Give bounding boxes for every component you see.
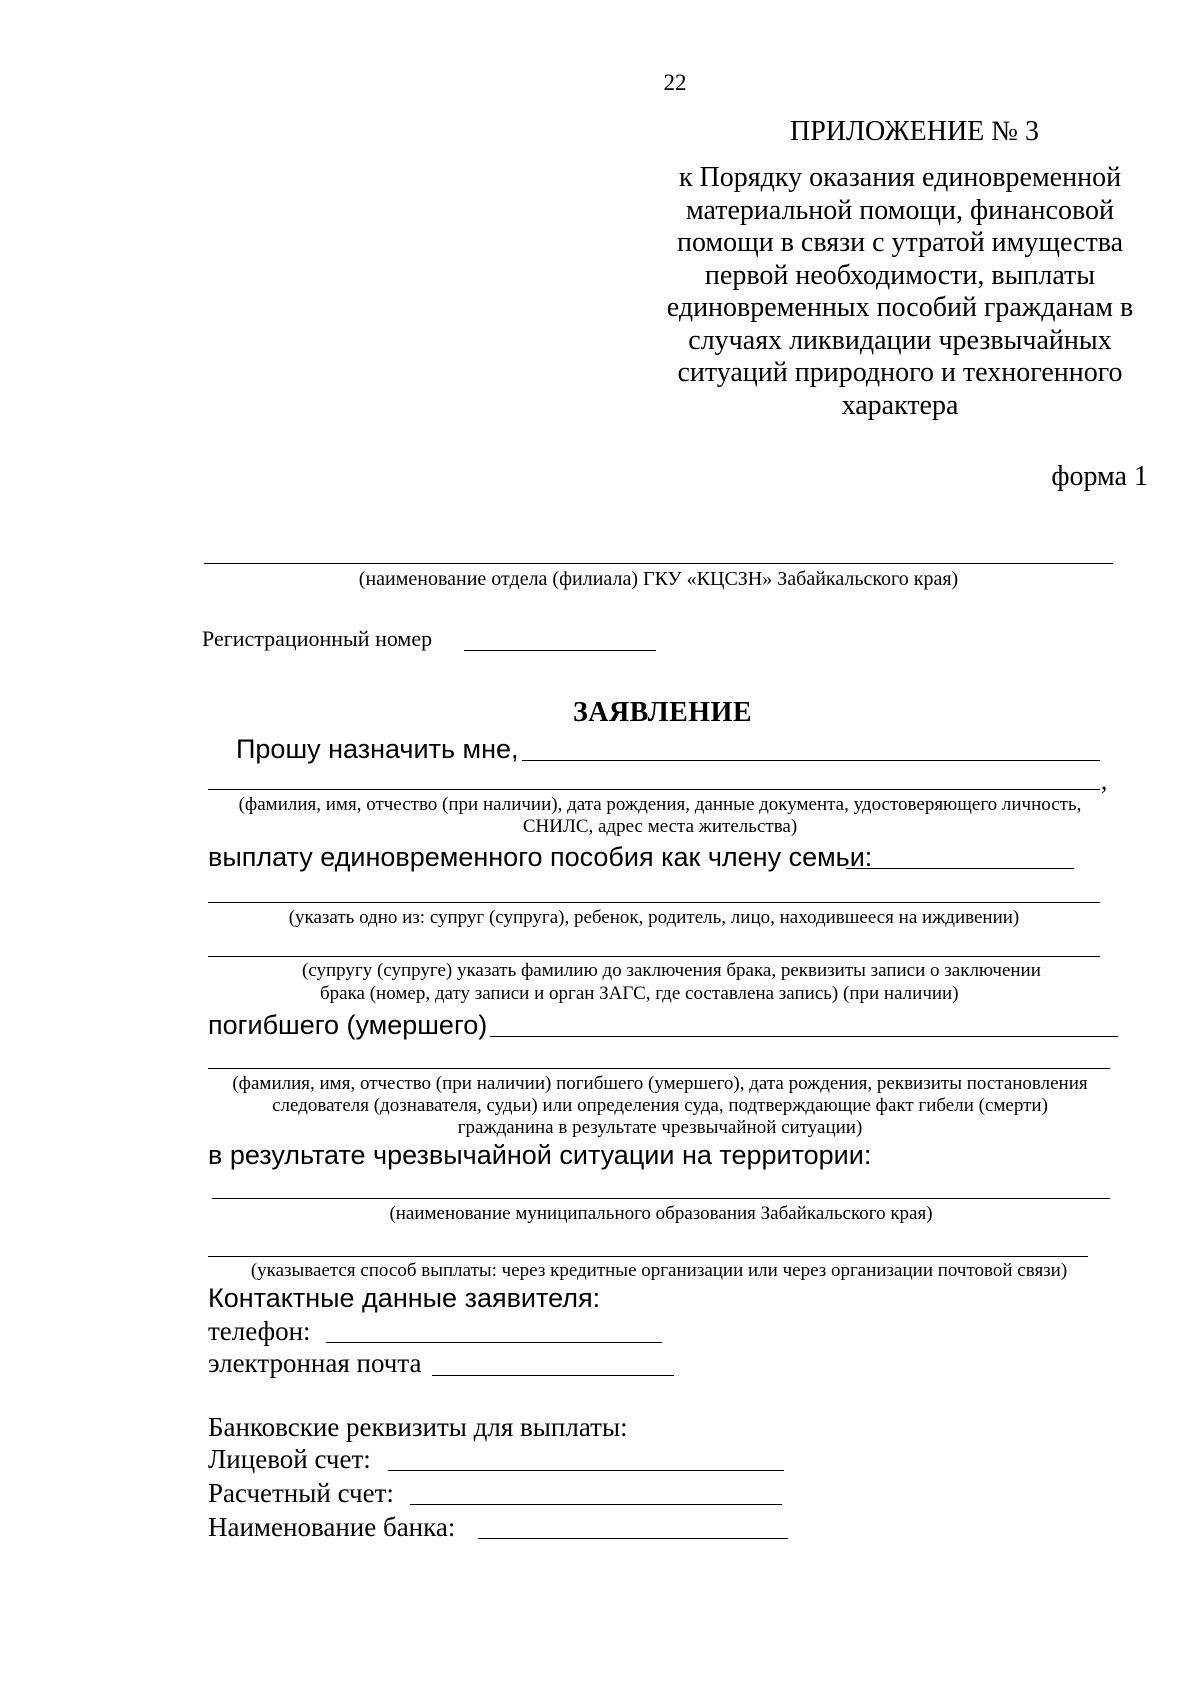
territory-caption: (наименование муниципального образования Забайкальского края) [389, 1203, 933, 1224]
deceased-caption-line2: следователя (дознавателя, судьи) или определения суда, подтверждающие факт гибели (смерти) [272, 1095, 1048, 1116]
deceased-caption-line1: (фамилия, имя, отчество (при наличии) погибшего (умершего), дата рождения, реквизиты постановления [232, 1073, 1088, 1094]
relation-field[interactable] [208, 902, 1100, 903]
request-comma: , [1101, 768, 1108, 795]
bank-heading: Банковские реквизиты для выплаты: [208, 1412, 628, 1442]
registration-number-field[interactable] [464, 650, 656, 651]
spouse-details-field[interactable] [208, 956, 1100, 957]
deceased-details-field[interactable] [208, 1068, 1110, 1069]
settlement-account-field[interactable] [410, 1504, 782, 1505]
deceased-label: погибшего (умершего) [208, 1010, 488, 1040]
phone-label: телефон: [208, 1316, 311, 1346]
department-field[interactable] [204, 563, 1113, 564]
payment-method-field[interactable] [208, 1256, 1088, 1257]
territory-label: в результате чрезвычайной ситуации на территории: [208, 1140, 872, 1170]
appendix-title: ПРИЛОЖЕНИЕ № 3 [790, 116, 1039, 147]
deceased-field[interactable] [490, 1036, 1118, 1037]
email-label: электронная почта [208, 1348, 422, 1378]
email-field[interactable] [432, 1375, 674, 1376]
family-payment-label: выплату единовременного пособия как члену семьи: [208, 842, 873, 872]
bank-name-field[interactable] [478, 1538, 788, 1539]
appendix-text: к Порядку оказания единовременной материальной помощи, финансовой помощи в связи с утратой имущества первой необходимости, выплаты единовременных пособий гражданам в случаях ликвидации чрезвычайных ситуаций природного и техногенного характера [666, 162, 1134, 421]
territory-field[interactable] [212, 1198, 1110, 1199]
department-caption: (наименование отдела (филиала) ГКУ «КЦСЗН» Забайкальского края) [358, 568, 959, 590]
settlement-account-label: Расчетный счет: [208, 1478, 394, 1508]
form-label: форма 1 [1051, 461, 1148, 492]
personal-account-label: Лицевой счет: [208, 1444, 371, 1474]
applicant-details-field[interactable] [208, 789, 1100, 790]
spouse-caption-line1: (супругу (супруге) указать фамилию до заключения брака, реквизиты записи о заключении [302, 960, 1041, 981]
registration-label: Регистрационный номер [202, 626, 433, 651]
document-title: ЗАЯВЛЕНИЕ [572, 697, 753, 728]
payment-method-caption: (указывается способ выплаты: через кредитные организации или через организации почтовой связи) [250, 1260, 1068, 1281]
personal-account-field[interactable] [388, 1470, 784, 1471]
contacts-heading: Контактные данные заявителя: [208, 1283, 601, 1313]
spouse-caption-line2: брака (номер, дату записи и орган ЗАГС, где составлена запись) (при наличии) [320, 983, 959, 1004]
deceased-caption-line3: гражданина в результате чрезвычайной ситуации) [457, 1117, 863, 1138]
phone-field[interactable] [326, 1342, 662, 1343]
applicant-caption-line1: (фамилия, имя, отчество (при наличии), дата рождения, данные документа, удостоверяющего личность, [238, 794, 1082, 815]
page-number: 22 [663, 70, 687, 95]
applicant-caption-line2: СНИЛС, адрес места жительства) [522, 816, 798, 837]
bank-name-label: Наименование банка: [208, 1512, 456, 1542]
request-prefix: Прошу назначить мне, [236, 734, 519, 764]
family-payment-field[interactable] [846, 868, 1074, 869]
relation-caption: (указать одно из: супруг (супруга), ребенок, родитель, лицо, находившееся на иждивении) [288, 907, 1020, 928]
request-field[interactable] [522, 760, 1100, 761]
